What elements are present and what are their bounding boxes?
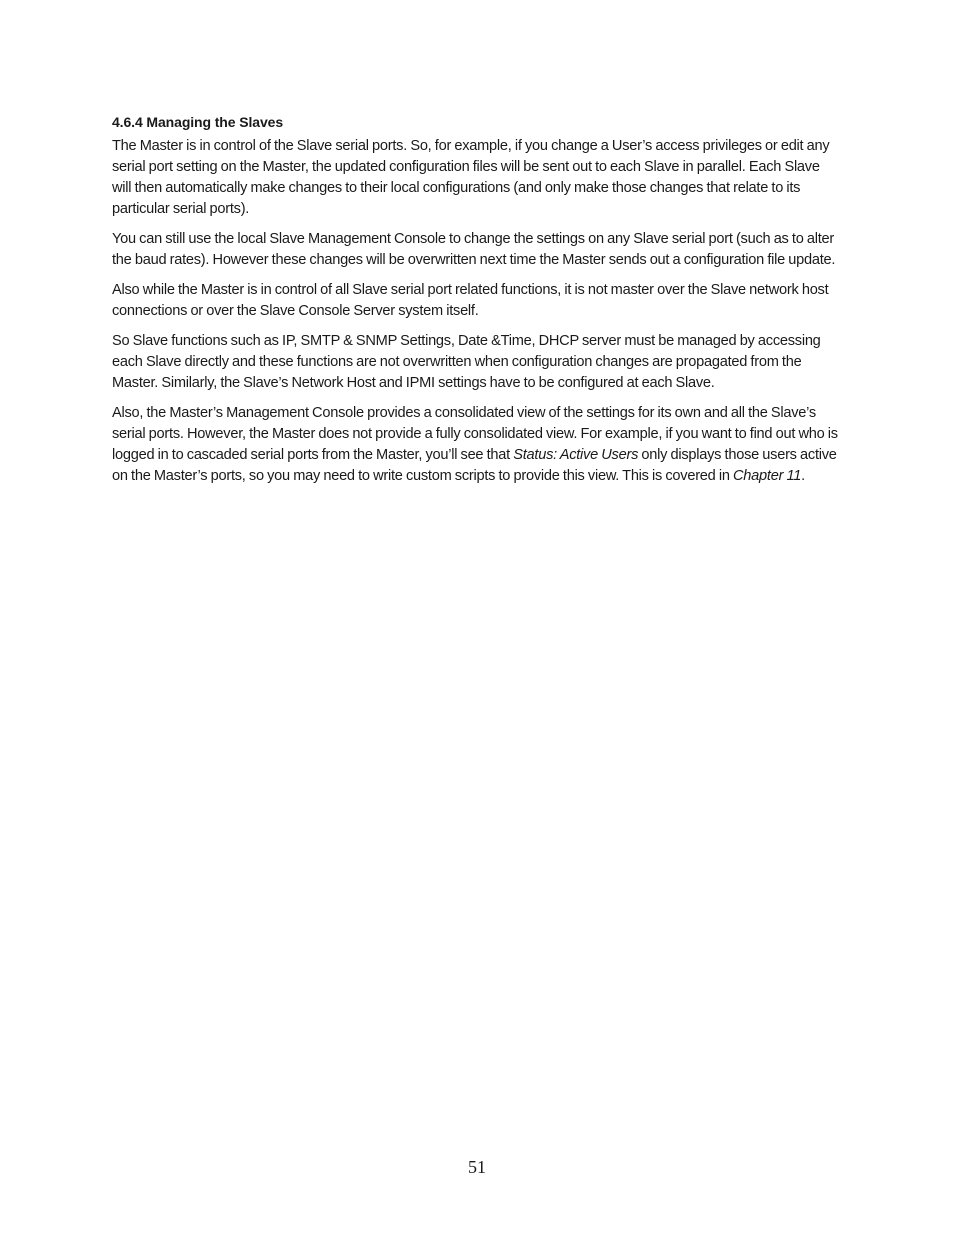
paragraph-master-control: The Master is in control of the Slave serial ports. So, for example, if you change a User’s access privileges or edit any serial port setting on the Master, the updated configuration files will be sent out to each Slave in parallel. Each Slave will then automatically make changes to their local configurations (and only make those changes that relate to its particular serial ports). xyxy=(112,138,830,217)
page-number: 51 xyxy=(468,1157,486,1177)
paragraph-text: only displays those users active on the Master’s ports, so you may need to write custom scripts to provide this view. This is covered in xyxy=(112,447,837,484)
paragraph-slave-functions: So Slave functions such as IP, SMTP & SNMP Settings, Date &Time, DHCP server must be managed by accessing each Slave directly and these functions are not overwritten when configuration changes are propagated from the Master. Similarly, the Slave’s Network Host and IPMI settings have to be configured at each Slave. xyxy=(112,333,821,391)
page-content xyxy=(112,112,842,496)
paragraph-text: . xyxy=(801,468,805,484)
paragraph-consolidated-view xyxy=(112,403,842,487)
chapter-reference: Chapter 11 xyxy=(733,468,802,484)
paragraph-local-slave-console: You can still use the local Slave Management Console to change the settings on any Slave serial port (such as to alter the baud rates). However these changes will be overwritten next time the Master sends out a configuration file update. xyxy=(112,231,836,268)
paragraph-master-limits: Also while the Master is in control of all Slave serial port related functions, it is not master over the Slave network host connections or over the Slave Console Server system itself. xyxy=(112,282,829,319)
paragraph-text: Also, the Master’s Management Console provides a consolidated view of the settings for its own and all the Slave’s serial ports. However, the Master does not provide a fully consolidated view. For example, if you want to find out who is logged in to cascaded serial ports from the Master, you’ll see that xyxy=(112,405,838,463)
menu-reference-status-active-users: Status: Active Users xyxy=(513,447,639,463)
section-heading: 4.6.4 Managing the Slaves xyxy=(112,114,284,130)
